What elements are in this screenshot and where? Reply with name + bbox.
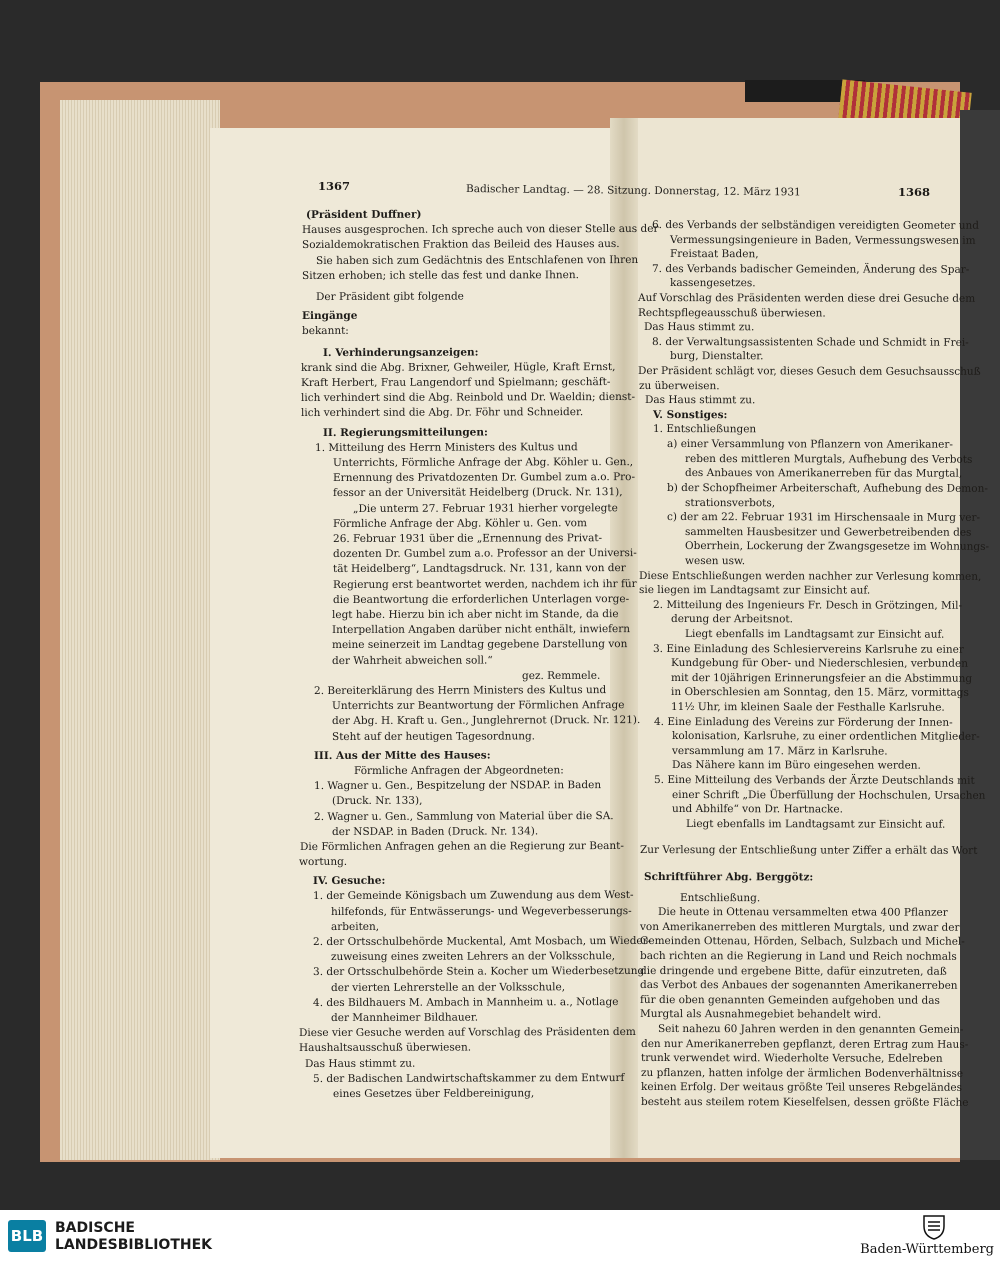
left-text-line: Sie haben sich zum Gedächtnis des Entschlafenen von Ihren xyxy=(315,253,638,267)
left-text-line: „Die unterm 27. Februar 1931 hierher vorgelegte xyxy=(352,501,618,515)
right-text-line: 11½ Uhr, im kleinen Saale der Festhalle Karlsruhe. xyxy=(671,700,946,714)
left-text-line: hilfefonds, für Entwässerungs- und Wegeverbesserungs- xyxy=(331,904,632,918)
left-text-line: Interpellation Angaben darüber nicht enthält, inwiefern xyxy=(332,623,631,637)
right-text-line: Kundgebung für Ober- und Niederschlesien, verbunden xyxy=(671,657,969,670)
state-name: Baden-Württemberg xyxy=(860,1242,994,1257)
right-text-line: das Verbot des Anbaues der sogenannten Amerikanerreben xyxy=(640,979,958,992)
left-text-line: 1. Mitteilung des Herrn Ministers des Kultus und xyxy=(315,440,578,454)
right-text-line: 2. Mitteilung des Ingenieurs Fr. Desch in Grötzingen, Mil- xyxy=(653,598,963,612)
right-text-line: trunk verwendet wird. Wiederholte Versuche, Edelreben xyxy=(640,1052,943,1065)
right-text-line: burg, Dienstalter. xyxy=(670,350,764,363)
right-text-line: Das Haus stimmt zu. xyxy=(644,321,755,334)
right-text-line: Murgtal als Ausnahmegebiet behandelt wird. xyxy=(640,1008,882,1021)
page-number-left: 1367 xyxy=(318,179,351,193)
right-text-line: und Abhilfe“ von Dr. Hartnacke. xyxy=(671,803,843,816)
right-text-line: Rechtspflegeausschuß überwiesen. xyxy=(638,306,827,320)
right-text-line: sie liegen im Landtagsamt zur Einsicht auf. xyxy=(639,584,871,597)
library-footer xyxy=(0,1210,1000,1262)
right-text-line: zu überweisen. xyxy=(638,379,720,392)
library-name-line2: LANDESBIBLIOTHEK xyxy=(55,1237,213,1253)
right-text-line: wesen usw. xyxy=(684,554,746,568)
right-text-line: Vermessungsingenieure in Baden, Vermessungswesen im xyxy=(669,233,976,247)
left-text-line: der vierten Lehrerstelle an der Volksschule, xyxy=(330,980,565,994)
left-text-line: wortung. xyxy=(299,855,348,869)
right-text-line: 1. Entschließungen xyxy=(652,423,756,436)
right-text-line: Zur Verlesung der Entschließung unter Ziffer a erhält das Wort xyxy=(639,844,978,858)
library-name-line1: BADISCHE xyxy=(55,1220,135,1236)
page-number-right: 1368 xyxy=(898,185,931,199)
left-text-line: der NSDAP. in Baden (Druck. Nr. 134). xyxy=(331,825,538,838)
left-text-line: fessor an der Universität Heidelberg (Druck. Nr. 131), xyxy=(332,486,623,500)
left-text-line: 4. des Bildhauers M. Ambach in Mannheim u. a., Notlage xyxy=(312,995,619,1009)
right-text-line: Das Haus stimmt zu. xyxy=(644,394,755,407)
right-text-line: einer Schrift „Die Überfüllung der Hochschulen, Ursachen xyxy=(671,788,986,802)
left-text-line: Ernennung des Privatdozenten Dr. Gumbel zum a.o. Pro- xyxy=(332,471,635,485)
left-text-line: tät Heidelberg“, Landtagsdruck. Nr. 131, kann von der xyxy=(332,562,626,576)
page-edges xyxy=(60,100,220,1160)
right-text-line: Oberrhein, Lockerung der Zwangsgesetze im Wohnungs- xyxy=(684,540,990,554)
right-text-line: die dringende und ergebene Bitte, dafür einzutreten, daß xyxy=(640,964,948,978)
left-text-line: Sozialdemokratischen Fraktion das Beileid des Hauses aus. xyxy=(301,238,620,252)
left-text-line: gez. Remmele. xyxy=(522,669,601,682)
left-text-line: 2. Bereiterklärung des Herrn Ministers des Kultus und xyxy=(314,683,607,697)
right-text-line: Freistaat Baden, xyxy=(670,248,759,261)
right-text-line: in Oberschlesien am Sonntag, den 15. März, vormittags xyxy=(671,686,970,700)
left-text-line: Eingänge xyxy=(301,310,358,323)
right-text-line: von Amerikanerreben des mittleren Murgtals, und zwar der xyxy=(640,920,960,934)
right-text-line: a) einer Versammlung von Pflanzern von Amerikaner- xyxy=(666,438,953,451)
right-text-line: Schriftführer Abg. Berggötz: xyxy=(643,870,814,884)
left-text-line: zuweisung eines zweiten Lehrers an der Volksschule, xyxy=(330,950,616,964)
left-text-line: arbeiten, xyxy=(331,920,380,933)
left-text-line: 1. der Gemeinde Königsbach um Zuwendung aus dem West- xyxy=(313,889,634,903)
left-text-line: Sitzen erhoben; ich stelle das fest und danke Ihnen. xyxy=(301,268,579,282)
right-text-line: bach richten an die Regierung in Land und Reich nochmals xyxy=(640,950,957,963)
left-text-line: dozenten Dr. Gumbel zum a.o. Professor an der Universi- xyxy=(332,547,637,561)
left-text-line: 3. der Ortsschulbehörde Stein a. Kocher um Wiederbesetzung xyxy=(312,965,645,979)
left-text-line: meine seinerzeit im Landtag gegebene Darstellung von xyxy=(332,638,628,652)
right-text-line: kassengesetzes. xyxy=(670,277,756,290)
right-text-line: Liegt ebenfalls im Landtagsamt zur Einsicht auf. xyxy=(685,627,945,641)
left-text-line: Diese vier Gesuche werden auf Vorschlag des Präsidenten dem xyxy=(298,1026,636,1040)
right-text-line: 4. Eine Einladung des Vereins zur Förderung der Innen- xyxy=(653,715,953,729)
left-text-line: 5. der Badischen Landwirtschaftskammer zu dem Entwurf xyxy=(312,1071,624,1085)
right-text-line: zu pflanzen, hatten infolge der ärmlichen Bodenverhältnisse xyxy=(640,1066,963,1080)
right-text-line: V. Sonstiges: xyxy=(652,408,728,421)
left-text-line: der Mannheimer Bildhauer. xyxy=(330,1011,478,1024)
left-text-line: der Wahrheit abweichen soll.“ xyxy=(332,653,493,667)
right-text-line: mit der 10jährigen Erinnerungsfeier an die Abstimmung xyxy=(671,671,973,685)
left-text-line: Förmliche Anfrage der Abg. Köhler u. Gen. vom xyxy=(332,516,587,530)
left-text-line: krank sind die Abg. Brixner, Gehweiler, Hügle, Kraft Ernst, xyxy=(301,360,616,374)
left-text-line: Steht auf der heutigen Tagesordnung. xyxy=(331,729,535,743)
left-text-line: III. Aus der Mitte des Hauses: xyxy=(313,749,491,762)
left-text-line: die Beantwortung die erforderlichen Unterlagen vorge- xyxy=(332,592,629,606)
right-text-line: reben des mittleren Murgtals, Aufhebung des Verbots xyxy=(684,452,973,466)
left-text-line: (Druck. Nr. 133), xyxy=(331,795,423,808)
left-text-line: Unterrichts zur Beantwortung der Förmlichen Anfrage xyxy=(331,699,625,713)
right-text-line: kolonisation, Karlsruhe, zu einer ordentlichen Mitglieder- xyxy=(671,730,980,743)
right-text-line: Diese Entschließungen werden nachher zur Verlesung kommen, xyxy=(639,569,982,583)
left-text-line: I. Verhinderungsanzeigen: xyxy=(323,346,479,359)
left-text-line: Kraft Herbert, Frau Langendorf und Spielmann; geschäft- xyxy=(301,376,611,389)
right-text-line: Das Nähere kann im Büro eingesehen werden. xyxy=(671,759,921,772)
left-text-line: Die Förmlichen Anfragen gehen an die Regierung zur Beant- xyxy=(299,839,624,853)
right-text-line: 7. des Verbands badischer Gemeinden, Änderung des Spar- xyxy=(652,262,970,276)
right-text-line: Liegt ebenfalls im Landtagsamt zur Einsicht auf. xyxy=(685,817,946,831)
right-text-line: versammlung am 17. März in Karlsruhe. xyxy=(671,744,888,758)
left-text-line: IV. Gesuche: xyxy=(313,874,386,888)
right-text-line: b) der Schopfheimer Arbeiterschaft, Aufhebung des Demon- xyxy=(666,481,988,495)
right-text-line: 3. Eine Einladung des Schlesiervereins Karlsruhe zu einer xyxy=(653,642,965,656)
coat-of-arms-icon xyxy=(920,1214,948,1240)
left-text-line: (Präsident Duffner) xyxy=(305,208,422,221)
left-text-line: Das Haus stimmt zu. xyxy=(304,1057,416,1070)
right-text-line: Seit nahezu 60 Jahren werden in den genannten Gemein- xyxy=(658,1023,964,1036)
left-text-line: Förmliche Anfragen der Abgeordneten: xyxy=(353,764,564,777)
blb-logo: BLB xyxy=(8,1220,46,1252)
left-text-line: lich verhindert sind die Abg. Reinbold und Dr. Waeldin; dienst- xyxy=(301,391,636,405)
right-text-line: Auf Vorschlag des Präsidenten werden diese drei Gesuche dem xyxy=(638,292,976,305)
right-text-line: 6. des Verbands der selbständigen vereidigten Geometer und xyxy=(651,219,979,232)
right-text-line: Die heute in Ottenau versammelten etwa 400 Pflanzer xyxy=(658,906,948,919)
right-text-line: den nur Amerikanerreben gepflanzt, deren Ertrag zum Haus- xyxy=(640,1037,968,1051)
right-text-line: derung der Arbeitsnot. xyxy=(671,613,794,626)
left-text-line: Hauses ausgesprochen. Ich spreche auch von dieser Stelle aus der xyxy=(301,223,659,237)
right-text-line: Gemeinden Ottenau, Hörden, Selbach, Sulzbach und Michel- xyxy=(640,935,965,949)
left-text-line: der Abg. H. Kraft u. Gen., Junglehrernot (Druck. Nr. 121). xyxy=(331,714,641,728)
left-text-line: 2. der Ortsschulbehörde Muckental, Amt Mosbach, um Wieder- xyxy=(313,934,652,948)
left-text-line: 26. Februar 1931 über die „Ernennung des Privat- xyxy=(332,532,602,545)
right-text-line: sammelten Hausbesitzer und Gewerbetreibenden des xyxy=(684,525,972,539)
left-text-line: II. Regierungsmitteilungen: xyxy=(323,426,488,439)
left-text-line: eines Gesetzes über Feldbereinigung, xyxy=(332,1087,534,1100)
running-title: Badischer Landtag. — 28. Sitzung. Donnerstag, 12. März 1931 xyxy=(465,183,801,199)
left-text-line: Unterrichts, Förmliche Anfrage der Abg. Köhler u. Gen., xyxy=(332,455,634,469)
left-text-line: lich verhindert sind die Abg. Dr. Föhr und Schneider. xyxy=(301,406,584,420)
right-text-line: 5. Eine Mitteilung des Verbands der Ärzte Deutschlands mit xyxy=(653,773,975,787)
left-text-line: legt habe. Hierzu bin ich aber nicht im Stande, da die xyxy=(332,607,619,621)
right-text-line: Entschließung. xyxy=(679,891,761,904)
right-text-line: c) der am 22. Februar 1931 im Hirschensaale in Murg ver- xyxy=(666,511,980,524)
right-text-line: 8. der Verwaltungsassistenten Schade und Schmidt in Frei- xyxy=(652,335,970,349)
left-text-line: 2. Wagner u. Gen., Sammlung von Material über die SA. xyxy=(313,809,614,823)
left-text-line: Der Präsident gibt folgende xyxy=(315,290,464,303)
left-text-line: Regierung erst beantwortet werden, nachdem ich ihr für xyxy=(332,577,637,591)
left-text-line: Haushaltsausschuß überwiesen. xyxy=(298,1041,471,1055)
left-text-line: 1. Wagner u. Gen., Bespitzelung der NSDAP. in Baden xyxy=(313,779,601,793)
right-text-line: des Anbaues von Amerikanerreben für das Murgtal, xyxy=(684,467,962,480)
right-text-line: strationsverbots, xyxy=(684,496,775,509)
right-text-line: keinen Erfolg. Der weitaus größte Teil unseres Rebgeländes xyxy=(640,1081,962,1095)
right-text-line: besteht aus steilem rotem Kieselfelsen, dessen größte Fläche xyxy=(640,1096,969,1109)
right-text-line: für die oben genannten Gemeinden aufgehoben und das xyxy=(640,993,941,1007)
left-text-line: bekannt: xyxy=(301,325,349,338)
right-text-line: Der Präsident schlägt vor, dieses Gesuch dem Gesuchsausschuß xyxy=(638,365,982,378)
